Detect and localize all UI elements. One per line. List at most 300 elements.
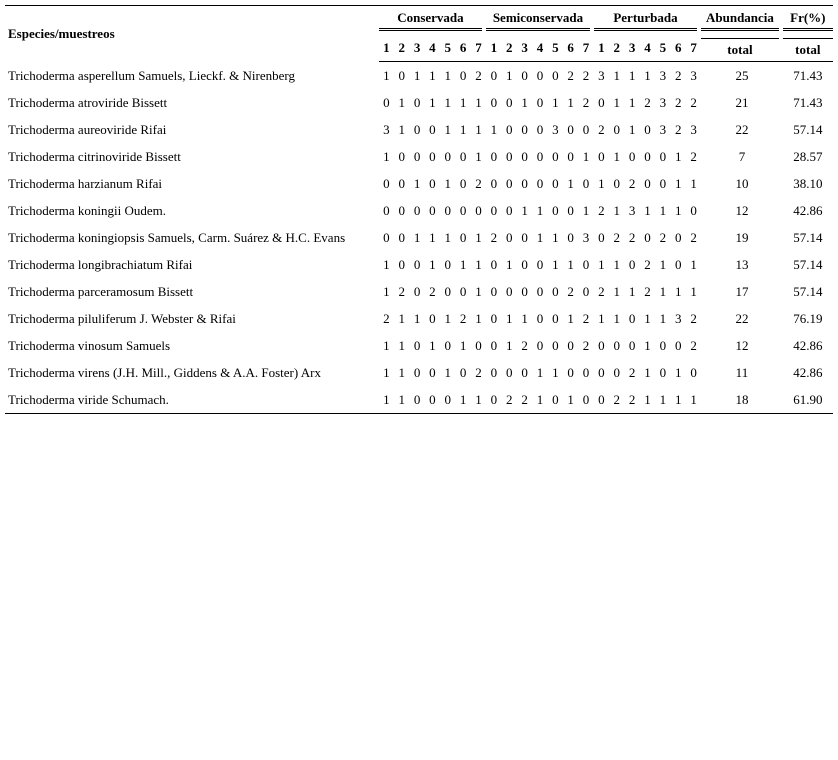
sample-count-cell: 0 — [613, 364, 620, 380]
species-name: Trichoderma harzianum Rifai — [8, 175, 163, 191]
sample-count-cell: 0 — [429, 364, 436, 380]
sample-count-cell: 0 — [644, 229, 651, 245]
sample-count-cell: 0 — [674, 256, 682, 272]
sample-count-cell: 0 — [578, 386, 593, 414]
sample-count-cell: 1 — [690, 256, 697, 272]
sample-count-cell: 3 — [690, 67, 697, 83]
sample-count-cell: 0 — [659, 337, 667, 353]
sample-number-header: 1 — [486, 34, 501, 62]
sample-count-cell: 1 — [505, 310, 513, 326]
sample-count-cell: 0 — [644, 121, 651, 137]
sample-count-cell: 0 — [536, 148, 544, 164]
sample-count-cell: 3 — [582, 229, 590, 245]
table-row — [5, 386, 833, 414]
sample-count-cell: 1 — [659, 310, 667, 326]
sample-count-cell: 1 — [644, 67, 651, 83]
sample-count-cell: 0 — [425, 386, 440, 414]
sample-count-cell: 0 — [521, 364, 528, 380]
fr-percent-cell: 42.86 — [793, 202, 823, 218]
sample-number-header: 2 — [502, 34, 517, 62]
table-body — [5, 62, 833, 414]
sample-count-cell: 0 — [413, 94, 421, 110]
sample-count-cell: 0 — [552, 148, 559, 164]
sample-count-cell: 1 — [582, 148, 590, 164]
sample-count-cell: 0 — [659, 148, 667, 164]
sample-count-cell: 1 — [475, 94, 482, 110]
species-table — [5, 5, 833, 414]
abundance-total-cell: 22 — [735, 310, 749, 326]
sample-count-cell: 2 — [609, 386, 624, 414]
sample-count-cell: 3 — [659, 67, 667, 83]
sample-count-cell: 1 — [521, 202, 528, 218]
sample-count-cell: 2 — [475, 175, 482, 191]
sample-count-cell: 1 — [613, 94, 620, 110]
sample-count-cell: 0 — [598, 94, 605, 110]
sample-count-cell: 0 — [613, 121, 620, 137]
sample-number-header: 7 — [686, 34, 701, 62]
abundance-total-cell: 7 — [738, 148, 746, 164]
sample-count-cell: 1 — [690, 283, 697, 299]
sample-count-cell: 1 — [459, 256, 467, 272]
table-row — [5, 143, 833, 170]
sample-count-cell: 3 — [552, 121, 559, 137]
sample-count-cell: 2 — [567, 283, 574, 299]
sample-count-cell: 2 — [674, 94, 682, 110]
fr-percent-cell: 57.14 — [793, 256, 823, 272]
sample-count-cell: 0 — [598, 229, 605, 245]
sample-count-cell: 0 — [459, 175, 467, 191]
sample-count-cell: 0 — [383, 94, 390, 110]
sample-count-cell: 0 — [505, 283, 513, 299]
sample-count-cell: 1 — [686, 386, 701, 414]
fr-percent-cell: 42.86 — [793, 337, 823, 353]
sample-count-cell: 1 — [644, 364, 651, 380]
species-name: Trichoderma piluliferum J. Webster & Rifai — [8, 310, 236, 326]
sample-count-cell: 1 — [429, 256, 436, 272]
table-row — [5, 224, 833, 251]
sample-count-cell: 0 — [690, 364, 697, 380]
sample-count-cell: 0 — [536, 67, 544, 83]
sample-count-cell: 2 — [598, 283, 605, 299]
sample-count-cell: 1 — [613, 256, 620, 272]
sample-count-cell: 0 — [552, 202, 559, 218]
sample-count-cell: 1 — [379, 386, 394, 414]
sample-count-cell: 0 — [459, 148, 467, 164]
sample-count-cell: 1 — [674, 148, 682, 164]
sample-count-cell: 0 — [505, 202, 513, 218]
sample-count-cell: 0 — [398, 67, 405, 83]
sample-count-cell: 0 — [594, 386, 609, 414]
sample-count-cell: 0 — [628, 256, 636, 272]
abundance-total-cell: 18 — [701, 386, 782, 414]
sample-count-cell: 2 — [690, 229, 697, 245]
sample-count-cell: 0 — [490, 310, 498, 326]
sample-count-cell: 0 — [413, 337, 421, 353]
sample-count-cell: 1 — [671, 386, 686, 414]
sample-count-cell: 0 — [521, 283, 528, 299]
abundance-total-header: total — [701, 34, 782, 62]
sample-count-cell: 0 — [582, 283, 590, 299]
sample-number-header: 2 — [394, 34, 409, 62]
sample-count-cell: 2 — [429, 283, 436, 299]
sample-count-cell: 0 — [383, 229, 390, 245]
sample-count-cell: 0 — [413, 256, 421, 272]
sample-count-cell: 1 — [640, 386, 655, 414]
sample-count-cell: 0 — [598, 148, 605, 164]
sample-count-cell: 1 — [475, 310, 482, 326]
sample-count-cell: 0 — [444, 148, 452, 164]
sample-count-cell: 0 — [552, 310, 559, 326]
sample-count-cell: 0 — [567, 202, 574, 218]
sample-count-cell: 1 — [475, 256, 482, 272]
species-name: Trichoderma aureoviride Rifai — [8, 121, 167, 137]
sample-count-cell: 1 — [475, 121, 482, 137]
sample-count-cell: 0 — [567, 121, 574, 137]
sample-count-cell: 1 — [429, 94, 436, 110]
sample-count-cell: 1 — [532, 386, 547, 414]
sample-count-cell: 2 — [582, 310, 590, 326]
fr-percent-cell: 61.90 — [783, 386, 833, 414]
sample-count-cell: 1 — [383, 256, 390, 272]
abundance-total-cell: 12 — [735, 202, 749, 218]
sample-count-cell: 1 — [552, 94, 559, 110]
sample-count-cell: 1 — [536, 202, 544, 218]
fr-header: Fr(%) — [783, 5, 833, 34]
sample-count-cell: 1 — [398, 337, 405, 353]
sample-count-cell: 1 — [536, 229, 544, 245]
sample-count-cell: 1 — [383, 67, 390, 83]
sample-count-cell: 0 — [475, 337, 482, 353]
abundance-total-cell: 21 — [735, 94, 749, 110]
sample-count-cell: 1 — [536, 364, 544, 380]
sample-count-cell: 2 — [628, 364, 636, 380]
sample-count-cell: 2 — [690, 337, 697, 353]
sample-count-cell: 2 — [598, 121, 605, 137]
sample-count-cell: 3 — [628, 202, 636, 218]
sample-count-cell: 1 — [613, 148, 620, 164]
sample-count-cell: 1 — [455, 386, 470, 414]
sample-count-cell: 0 — [598, 337, 605, 353]
sample-count-cell: 1 — [628, 67, 636, 83]
sample-count-cell: 0 — [552, 175, 559, 191]
sample-number-header: 7 — [471, 34, 486, 62]
sample-count-cell: 0 — [521, 148, 528, 164]
group-header-semiconservada: Semiconservada — [486, 5, 594, 34]
sample-count-cell: 1 — [505, 67, 513, 83]
table-row — [5, 305, 833, 332]
sample-count-cell: 0 — [536, 256, 544, 272]
sample-count-cell: 0 — [490, 337, 498, 353]
abundance-total-cell: 17 — [735, 283, 749, 299]
sample-count-cell: 0 — [413, 121, 421, 137]
sample-count-cell: 3 — [659, 94, 667, 110]
sample-count-cell: 2 — [628, 229, 636, 245]
sample-count-cell: 1 — [444, 94, 452, 110]
sample-count-cell: 2 — [644, 256, 651, 272]
sample-count-cell: 0 — [690, 202, 697, 218]
sample-number-header: 4 — [532, 34, 547, 62]
sample-count-cell: 3 — [674, 310, 682, 326]
sample-count-cell: 0 — [505, 148, 513, 164]
sample-count-cell: 2 — [674, 121, 682, 137]
sample-count-cell: 0 — [444, 202, 452, 218]
sample-count-cell: 1 — [383, 337, 390, 353]
sample-count-cell: 0 — [413, 202, 421, 218]
sample-count-cell: 1 — [582, 202, 590, 218]
table-row — [5, 251, 833, 278]
sample-number-header: 2 — [609, 34, 624, 62]
sample-count-cell: 0 — [409, 386, 424, 414]
sample-count-cell: 1 — [475, 148, 482, 164]
sample-count-cell: 0 — [413, 364, 421, 380]
sample-count-cell: 2 — [582, 337, 590, 353]
table-row — [5, 197, 833, 224]
sample-count-cell: 0 — [429, 148, 436, 164]
table-row — [5, 170, 833, 197]
sample-number-header: 6 — [563, 34, 578, 62]
sample-count-cell: 0 — [613, 337, 620, 353]
sample-count-cell: 1 — [563, 386, 578, 414]
sample-count-cell: 1 — [659, 256, 667, 272]
sample-count-cell: 0 — [490, 94, 498, 110]
sample-count-cell: 0 — [644, 175, 651, 191]
sample-count-cell: 3 — [598, 67, 605, 83]
sample-count-cell: 0 — [459, 283, 467, 299]
sample-count-cell: 1 — [567, 310, 574, 326]
sample-count-cell: 0 — [459, 202, 467, 218]
fr-percent-cell: 71.43 — [793, 94, 823, 110]
sample-count-cell: 2 — [459, 310, 467, 326]
sample-count-cell: 0 — [475, 202, 482, 218]
sample-count-cell: 1 — [521, 310, 528, 326]
sample-count-cell: 2 — [502, 386, 517, 414]
sample-count-cell: 0 — [459, 364, 467, 380]
sample-count-cell: 3 — [659, 121, 667, 137]
sample-count-cell: 0 — [398, 256, 405, 272]
sample-count-cell: 1 — [552, 229, 559, 245]
sample-count-cell: 0 — [536, 310, 544, 326]
sample-count-cell: 1 — [471, 386, 486, 414]
sample-count-cell: 1 — [429, 229, 436, 245]
sample-count-cell: 1 — [475, 283, 482, 299]
sample-number-header: 3 — [624, 34, 639, 62]
sample-count-cell: 0 — [628, 310, 636, 326]
sample-count-cell: 0 — [552, 283, 559, 299]
sample-count-cell: 2 — [490, 229, 498, 245]
group-header-perturbada: Perturbada — [594, 5, 702, 34]
sample-count-cell: 2 — [659, 229, 667, 245]
sample-count-cell: 1 — [655, 386, 670, 414]
sample-count-cell: 0 — [383, 202, 390, 218]
sample-count-cell: 1 — [505, 256, 513, 272]
sample-count-cell: 1 — [674, 175, 682, 191]
fr-percent-cell: 57.14 — [793, 229, 823, 245]
sample-count-cell: 1 — [628, 121, 636, 137]
sample-count-cell: 2 — [613, 229, 620, 245]
sample-count-cell: 1 — [674, 364, 682, 380]
sample-count-cell: 0 — [598, 364, 605, 380]
sample-count-cell: 0 — [582, 121, 590, 137]
sample-count-cell: 2 — [567, 67, 574, 83]
sample-count-cell: 1 — [429, 337, 436, 353]
sample-count-cell: 1 — [598, 310, 605, 326]
sample-count-cell: 1 — [552, 364, 559, 380]
sample-count-cell: 2 — [690, 148, 697, 164]
sample-number-header: 5 — [655, 34, 670, 62]
sample-count-cell: 1 — [505, 337, 513, 353]
sample-count-cell: 2 — [521, 337, 528, 353]
sample-count-cell: 0 — [486, 386, 501, 414]
sample-count-cell: 2 — [644, 94, 651, 110]
sample-count-cell: 0 — [552, 337, 559, 353]
table-row — [5, 359, 833, 386]
sample-count-cell: 0 — [659, 364, 667, 380]
abundance-total-cell: 10 — [735, 175, 749, 191]
sample-count-cell: 0 — [505, 121, 513, 137]
sample-count-cell: 2 — [475, 364, 482, 380]
sample-count-cell: 1 — [444, 364, 452, 380]
sample-count-cell: 0 — [398, 229, 405, 245]
sample-count-cell: 0 — [567, 364, 574, 380]
sample-count-cell: 1 — [413, 175, 421, 191]
group-header-conservada: Conservada — [379, 5, 487, 34]
sample-number-header: 6 — [455, 34, 470, 62]
sample-number-header: 3 — [409, 34, 424, 62]
sample-count-cell: 1 — [383, 148, 390, 164]
sample-count-cell: 1 — [644, 337, 651, 353]
sample-number-header: 3 — [517, 34, 532, 62]
sample-count-cell: 0 — [536, 121, 544, 137]
species-name: Trichoderma citrinoviride Bissett — [8, 148, 181, 164]
sample-count-cell: 1 — [459, 94, 467, 110]
sample-count-cell: 2 — [644, 283, 651, 299]
abundance-total-cell: 22 — [735, 121, 749, 137]
species-name: Trichoderma koningii Oudem. — [8, 202, 167, 218]
sample-count-cell: 1 — [383, 283, 390, 299]
sample-count-cell: 1 — [394, 386, 409, 414]
table-row — [5, 116, 833, 143]
sample-count-cell: 0 — [674, 229, 682, 245]
sample-number-header: 7 — [578, 34, 593, 62]
sample-count-cell: 0 — [429, 175, 436, 191]
sample-count-cell: 1 — [398, 310, 405, 326]
fr-total-header: total — [783, 34, 833, 62]
sample-count-cell: 2 — [628, 175, 636, 191]
sample-count-cell: 0 — [628, 148, 636, 164]
sample-count-cell: 0 — [398, 175, 405, 191]
sample-number-header: 4 — [640, 34, 655, 62]
sample-count-cell: 1 — [444, 310, 452, 326]
sample-count-cell: 0 — [429, 202, 436, 218]
sample-count-cell: 0 — [582, 256, 590, 272]
sample-number-header: 1 — [594, 34, 609, 62]
sample-number-header: 5 — [440, 34, 455, 62]
sample-count-cell: 2 — [598, 202, 605, 218]
sample-count-cell: 1 — [383, 364, 390, 380]
sample-count-cell: 1 — [674, 283, 682, 299]
sample-count-cell: 3 — [690, 121, 697, 137]
abundance-total-cell: 11 — [735, 364, 749, 380]
sample-count-cell: 0 — [490, 148, 498, 164]
species-name: Trichoderma viride Schumach. — [5, 386, 379, 414]
fr-percent-cell: 28.57 — [793, 148, 823, 164]
sample-count-cell: 3 — [383, 121, 390, 137]
sample-count-cell: 0 — [490, 256, 498, 272]
sample-count-cell: 0 — [567, 229, 574, 245]
sample-count-cell: 0 — [440, 386, 455, 414]
sample-count-cell: 0 — [444, 283, 452, 299]
sample-count-cell: 1 — [490, 121, 498, 137]
sample-count-cell: 0 — [459, 229, 467, 245]
sample-count-cell: 0 — [567, 337, 574, 353]
sample-count-cell: 1 — [444, 229, 452, 245]
sample-count-cell: 0 — [582, 364, 590, 380]
sample-count-cell: 0 — [505, 175, 513, 191]
sample-count-cell: 1 — [613, 67, 620, 83]
sample-count-cell: 2 — [624, 386, 639, 414]
sample-count-cell: 0 — [659, 175, 667, 191]
sample-count-cell: 0 — [490, 67, 498, 83]
sample-count-cell: 1 — [444, 67, 452, 83]
fr-percent-cell: 38.10 — [793, 175, 823, 191]
sample-count-cell: 0 — [521, 67, 528, 83]
species-name: Trichoderma atroviride Bissett — [8, 94, 168, 110]
species-name: Trichoderma vinosum Samuels — [8, 337, 171, 353]
sample-count-cell: 1 — [552, 256, 559, 272]
sample-count-cell: 0 — [413, 148, 421, 164]
sample-count-cell: 0 — [644, 148, 651, 164]
sample-count-cell: 1 — [567, 256, 574, 272]
sample-count-cell: 1 — [690, 175, 697, 191]
sample-count-cell: 1 — [598, 256, 605, 272]
header-row-groups — [5, 5, 833, 34]
sample-count-cell: 0 — [521, 121, 528, 137]
sample-count-cell: 2 — [475, 67, 482, 83]
fr-percent-cell: 57.14 — [793, 283, 823, 299]
sample-number-header: 6 — [671, 34, 686, 62]
species-name: Trichoderma koningiopsis Samuels, Carm. Suárez & H.C. Evans — [8, 229, 346, 245]
sample-count-cell: 1 — [659, 202, 667, 218]
sample-count-cell: 1 — [413, 67, 421, 83]
sample-count-cell: 2 — [690, 94, 697, 110]
fr-percent-cell: 42.86 — [793, 364, 823, 380]
sample-count-cell: 1 — [659, 283, 667, 299]
sample-count-cell: 0 — [398, 202, 405, 218]
sample-count-cell: 1 — [398, 364, 405, 380]
sample-count-cell: 0 — [548, 386, 563, 414]
abundance-total-cell: 13 — [735, 256, 749, 272]
abundance-total-cell: 12 — [735, 337, 749, 353]
sample-count-cell: 2 — [582, 94, 590, 110]
sample-count-cell: 0 — [582, 175, 590, 191]
fr-percent-cell: 57.14 — [793, 121, 823, 137]
sample-count-cell: 0 — [536, 175, 544, 191]
sample-count-cell: 0 — [383, 175, 390, 191]
sample-count-cell: 1 — [459, 337, 467, 353]
sample-count-cell: 1 — [613, 202, 620, 218]
sample-count-cell: 0 — [459, 67, 467, 83]
sample-count-cell: 0 — [613, 175, 620, 191]
sample-count-cell: 0 — [536, 94, 544, 110]
sample-count-cell: 0 — [536, 337, 544, 353]
fr-percent-cell: 76.19 — [793, 310, 823, 326]
sample-count-cell: 0 — [552, 67, 559, 83]
sample-count-cell: 2 — [517, 386, 532, 414]
sample-count-cell: 1 — [398, 94, 405, 110]
sample-count-cell: 1 — [413, 310, 421, 326]
sample-count-cell: 0 — [521, 175, 528, 191]
sample-count-cell: 0 — [490, 175, 498, 191]
